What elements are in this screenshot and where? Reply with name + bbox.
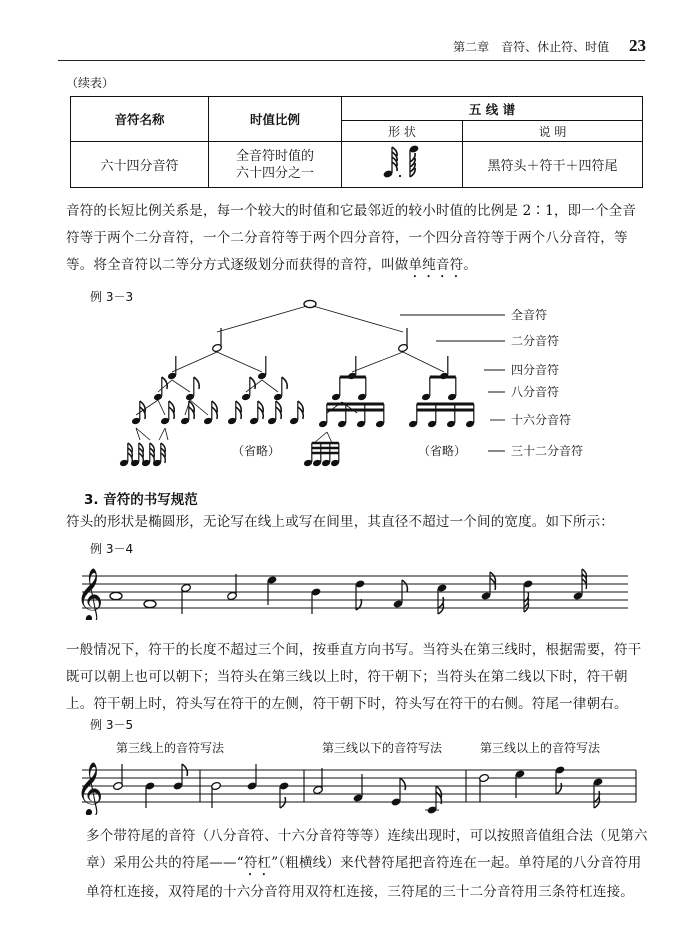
table-continued-label: （续表） — [66, 76, 115, 90]
paragraph-ratio — [66, 198, 646, 281]
eighth-note-icon — [273, 377, 287, 401]
half-note-icon — [479, 773, 490, 802]
beamed-eighth-notes-icon — [331, 377, 367, 401]
sixteenth-note-icon — [437, 583, 448, 614]
sixty-fourth-note-stem-up-icon — [383, 147, 401, 179]
half-note-icon — [227, 574, 238, 601]
beamed-thirty-second-notes-icon — [303, 443, 340, 467]
sixty-fourth-note-stem-down-icon — [409, 144, 420, 177]
sixty-fourth-note-shapes — [362, 143, 442, 183]
whole-note-icon — [110, 592, 122, 599]
eighth-note-icon — [153, 377, 167, 401]
running-header — [0, 36, 646, 56]
whole-note-icon — [144, 600, 156, 607]
omitted-label: （省略） — [418, 444, 467, 458]
quarter-note-icon — [247, 764, 258, 791]
staff-example-3-5 — [0, 735, 690, 815]
row-ratio-line2: 六十四分之一 — [235, 165, 314, 181]
paragraph-beams-end: ”（粗横线）来代替符尾把音符连在一起。单符尾的八分音符用单符杠连接，双符尾的十六分音符用双符杠连接，三符尾的三十二分音符用三条符杠连接。 — [86, 855, 642, 900]
sixteenth-note-icon — [289, 401, 303, 425]
caption-below-third-line: 第三线以下的音符写法 — [322, 741, 443, 755]
chapter-title: 第二章 音符、休止符、时值 — [453, 40, 610, 54]
level-label-thirty-second: 三十二分音符 — [511, 444, 584, 458]
sixteenth-note-icon — [227, 401, 241, 425]
whole-note-icon — [304, 300, 316, 307]
sixteenth-note-icon — [249, 401, 263, 425]
sixteenth-note-icon — [180, 401, 194, 425]
beamed-sixteenth-notes-icon — [408, 404, 475, 428]
header-description: 说 明 — [463, 121, 643, 142]
caption-on-third-line: 第三线上的音符写法 — [116, 741, 225, 755]
header-note-name: 音符名称 — [71, 97, 209, 142]
half-note-icon — [113, 764, 124, 791]
note-division-tree — [0, 290, 690, 480]
half-note-icon — [181, 583, 192, 614]
eighth-note-icon — [241, 377, 255, 401]
term-beam: 符杠 — [243, 855, 272, 871]
eighth-note-icon — [279, 781, 290, 808]
staff-lines — [82, 576, 628, 608]
quarter-note-icon — [257, 356, 267, 380]
level-label-quarter: 四分音符 — [511, 363, 560, 377]
level-label-sixteenth: 十六分音符 — [511, 413, 572, 427]
row-shape — [342, 142, 463, 188]
quarter-note-icon — [167, 356, 177, 380]
eighth-note-icon — [555, 765, 566, 794]
paragraph-beams — [86, 823, 648, 906]
level-label-half: 二分音符 — [511, 334, 560, 348]
header-rule — [58, 60, 645, 61]
paragraph-ratio-text: 音符的长短比例关系是，每一个较大的时值和它最邻近的较小时值的比例是 2∶1，即一个全音符等于两个二分音符，一个二分音符等于两个四分音符，一个四分音符等于两个八分音符，等等。将全音符以二等分方式逐级划分而获得的音符，叫做 — [66, 203, 637, 273]
note-value-table — [70, 96, 643, 188]
section-title-writing-rules: 3. 音符的书写规范 — [84, 492, 198, 508]
thirty-second-note-icon — [523, 579, 534, 612]
quarter-note-icon — [311, 587, 322, 614]
paragraph-stem-rules: 一般情况下，符干的长度不超过三个间，按垂直方向书写。当符头在第三线时，根据需要，符干既可以朝上也可以朝下；当符头在第三线以上时，符干朝下；当符头在第二线以下时，符干朝上。符干朝上时，符头写在符干的左侧，符干朝下时，符头写在符干的右侧。符尾一律朝右。 — [66, 642, 642, 712]
quarter-note-icon — [145, 781, 156, 808]
beamed-sixteenth-notes-icon — [318, 404, 385, 428]
sixteenth-note-icon — [160, 401, 174, 425]
half-note-icon — [313, 768, 324, 795]
example-3-4-label: 例 3－4 — [90, 542, 134, 556]
eighth-note-icon — [185, 377, 199, 401]
staff-example-3-4 — [0, 560, 690, 620]
treble-clef-icon: 𝄞 — [76, 761, 104, 815]
paragraph-notehead: 符头的形状是椭圆形，无论写在线上或写在间里，其直径不超过一个间的宽度。如下所示： — [66, 514, 614, 530]
example-3-5-label: 例 3－5 — [90, 718, 134, 732]
beamed-eighth-notes-icon — [421, 377, 457, 401]
omitted-label: （省略） — [232, 444, 281, 458]
level-label-whole: 全音符 — [511, 308, 548, 322]
sixteenth-note-icon — [593, 777, 604, 808]
thirty-second-note-icon — [119, 443, 132, 467]
half-note-icon — [211, 781, 222, 808]
level-label-eighth: 八分音符 — [511, 385, 560, 399]
paragraph-beams-text: 多个带符尾的音符（八分音符、十六分音符等等）连续出现时，可以按照音值组合法（见第六章）采用公共的符尾——“ — [86, 828, 648, 871]
treble-clef-icon: 𝄞 — [76, 567, 104, 620]
thirty-second-note-icon — [573, 569, 587, 601]
eighth-note-icon — [355, 579, 366, 610]
example-3-3-label: 例 3－3 — [90, 290, 134, 304]
header-staff: 五 线 谱 — [342, 97, 643, 121]
eighth-note-icon — [173, 764, 188, 791]
sixteenth-note-icon — [267, 401, 281, 425]
paragraph-ratio-end: 。 — [463, 257, 478, 273]
page-number: 23 — [629, 36, 646, 55]
row-ratio-line1: 全音符时值的 — [235, 148, 314, 164]
header-shape: 形 状 — [342, 121, 463, 142]
row-ratio — [209, 142, 342, 188]
row-description: 黑符头＋符干＋四符尾 — [463, 142, 643, 188]
header-ratio: 时值比例 — [209, 97, 342, 142]
term-simple-notes: 单纯音符 — [408, 257, 464, 273]
caption-above-third-line: 第三线以上的音符写法 — [480, 741, 601, 755]
row-note-name: 六十四分音符 — [71, 142, 209, 188]
quarter-note-icon — [267, 575, 278, 605]
sixteenth-note-icon — [425, 786, 441, 815]
